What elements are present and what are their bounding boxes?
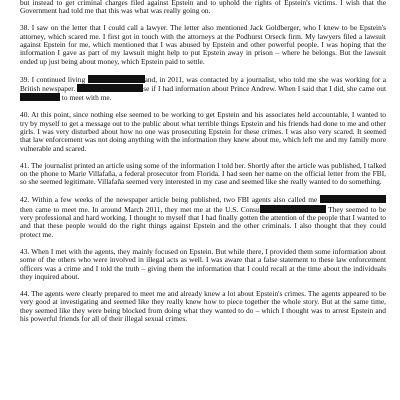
paragraph-38: 38. I saw on the letter that I could call a lawyer. The letter also mentioned Jack Goldberger, who I knew to be Epstein's attorney, which scared me. I first got in touch with the attorneys at the Podhurst Orseck firm. My lawyers filed a lawsuit against Epstein for me, which mentioned that I was abused by Epstein and other powerful people. I was hoping that the information I gave as part of my lawsuit might help to put Epstein away in prison – where he belongs. But the lawsuit ended up just being about money, which Epstein paid to settle.: [20, 23, 386, 66]
paragraph-41: 41. The journalist printed an article using some of the information I told her. Shortly after the article was published, I talked on the phone to Marie Villafaña, a federal prosecutor from Florida. I had seen her name on the official letter from the FBI, so she seemed legitimate. Villafaña seemed very interested in my case and seemed like she really wanted to do something.: [20, 160, 386, 187]
paragraph-42-part-c: They seemed to be very professional and hard working. I thought to myself that I had finally gotten the attention of the people that I wanted to and that these people would do the right things against Epstein and the other criminals. I also thought that they could protect me.: [20, 204, 386, 239]
paragraph-42-part-a: 42. Within a few weeks of the newspaper article being published, two FBI agents also called me: [20, 195, 318, 205]
redaction-block: [20, 93, 60, 101]
paragraph-39-part-a: 39. I continued living: [20, 74, 86, 84]
paragraph-44: 44. The agents were clearly prepared to meet me and already knew a lot about Epstein's crimes. The agents appeared to be very good at investigating and seemed like they really knew how to piece together the whole story. But at the same time, they seemed like they were being blocked from doing what they wanted to do – which I thought was to arrest Epstein and his powerful friends for all of their illegal sexual crimes.: [20, 288, 386, 323]
paragraph-42-part-b: then came to meet me. In around March 2011, they met me at the U.S. Consu: [20, 204, 260, 214]
redaction-block: [88, 75, 145, 83]
paragraph-37-end: but instead to get criminal charges filed against Epstein and to uphold the rights of Epstein's victims. I wish that the Government had told me that this was what was really going on.: [20, 0, 386, 16]
paragraph-42: [20, 195, 386, 239]
paragraph-39-part-c: se if I had information about Prince Andrew. When I said that I did, she came out: [143, 84, 386, 94]
paragraph-40: 40. At this point, since nothing else seemed to be working to get Epstein and his associates held accountable, I wanted to try by myself to get a message out to the public about what terrible things Epstein and his friends had done to me and other girls. I was very disturbed about how no one was prosecuting Epstein for these crimes. I was also very scared. It seemed that law enforcement was not doing anything with the information they knew about me, which left me and my family more vulnerable and scared.: [20, 110, 386, 153]
paragraph-43: 43. When I met with the agents, they mainly focused on Epstein. But while there, I provided them some information about some of the others who were involved in illegal acts as well. I was aware that a false statement to these law enforcement officers was a crime and I told the truth – giving them the information that I could recall at the time about the individuals they inquired about.: [20, 246, 386, 281]
paragraph-39-part-d: to meet with me.: [61, 93, 112, 103]
redaction-block: [320, 195, 386, 203]
paragraph-39: [20, 75, 386, 103]
document-body: [20, 0, 386, 332]
redaction-block: [260, 205, 326, 213]
redaction-block: [77, 84, 143, 92]
paragraph-39-part-b: and, in 2011, was contacted by a journalist, who told me she was working for a British newspaper.: [20, 74, 386, 94]
